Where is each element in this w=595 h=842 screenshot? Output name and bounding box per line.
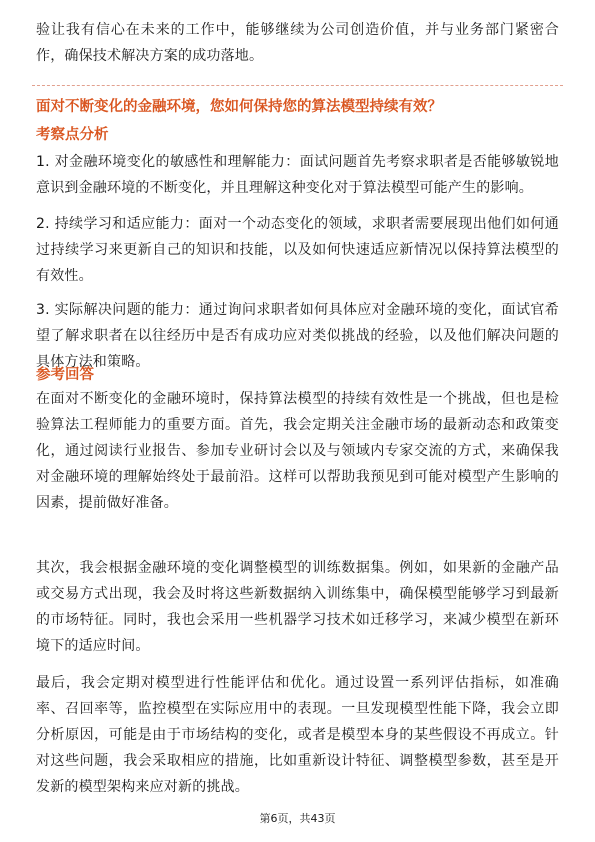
question-heading: 面对不断变化的金融环境，您如何保持您的算法模型持续有效？ bbox=[36, 99, 442, 115]
analysis-heading: 考察点分析 bbox=[36, 127, 109, 143]
analysis-point-3: 3. 实际解决问题的能力：通过询问求职者如何具体应对金融环境的变化，面试官希望了解求职者在以往经历中是否有成功应对类似挑战的经验，以及他们解决问题的具体方法和策略。 bbox=[36, 302, 559, 370]
page-number: 第6页，共43页 bbox=[259, 812, 336, 825]
analysis-point-1: 1. 对金融环境变化的敏感性和理解能力：面试问题首先考察求职者是否能够敏锐地意识到金融环境的不断变化，并且理解这种变化对于算法模型可能产生的影响。 bbox=[36, 154, 559, 196]
answer-paragraph-1: 在面对不断变化的金融环境时，保持算法模型的持续有效性是一个挑战，但也是检验算法工程师能力的重要方面。首先，我会定期关注金融市场的最新动态和政策变化，通过阅读行业报告、参加专业研讨会以及与领域内专家交流的方式，来确保我对金融环境的理解始终处于最前沿。这样可以帮助我预见到可能对模型产生影响的因素，提前做好准备。 bbox=[36, 391, 559, 511]
analysis-point-2: 2. 持续学习和适应能力：面对一个动态变化的领域，求职者需要展现出他们如何通过持续学习来更新自己的知识和技能，以及如何快速适应新情况以保持算法模型的有效性。 bbox=[36, 216, 559, 284]
section-divider bbox=[32, 85, 563, 86]
answer-paragraph-3: 最后，我会定期对模型进行性能评估和优化。通过设置一系列评估指标，如准确率、召回率等，监控模型在实际应用中的表现。一旦发现模型性能下降，我会立即分析原因，可能是由于市场结构的变化，或者是模型本身的某些假设不再成立。针对这些问题，我会采取相应的措施，比如重新设计特征、调整模型参数，甚至是开发新的模型架构来应对新的挑战。 bbox=[36, 675, 559, 795]
answer-heading: 参考回答 bbox=[36, 367, 94, 383]
answer-paragraph-2: 其次，我会根据金融环境的变化调整模型的训练数据集。例如，如果新的金融产品或交易方式出现，我会及时将这些新数据纳入训练集中，确保模型能够学习到最新的市场特征。同时，我也会采用一些机器学习技术如迁移学习，来减少模型在新环境下的适应时间。 bbox=[36, 560, 559, 654]
intro-paragraph: 验让我有信心在未来的工作中，能够继续为公司创造价值，并与业务部门紧密合作，确保技术解决方案的成功落地。 bbox=[36, 22, 559, 64]
